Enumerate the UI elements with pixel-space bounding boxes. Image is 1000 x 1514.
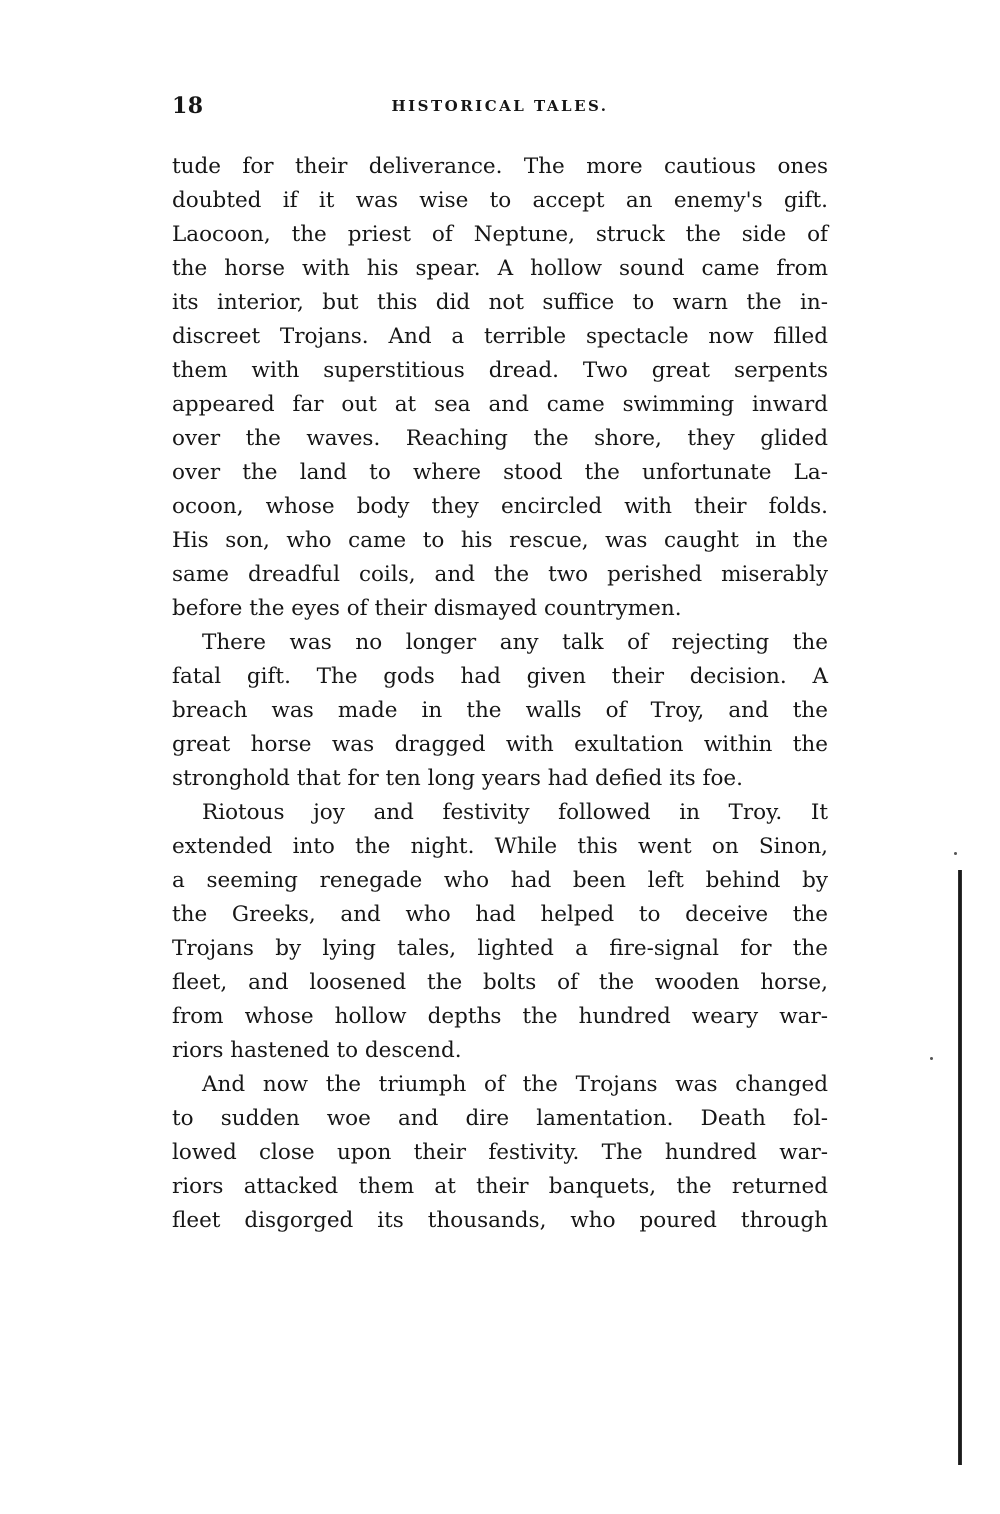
text-line: fleet disgorged its thousands, who poured through	[172, 1208, 828, 1233]
text-line: Riotous joy and festivity followed in Troy. It	[202, 800, 828, 825]
paragraph	[172, 150, 828, 626]
text-line: Trojans by lying tales, lighted a fire-signal for the	[172, 936, 828, 961]
text-line: discreet Trojans. And a terrible spectacle now filled	[172, 324, 828, 349]
text-line: great horse was dragged with exultation within the	[172, 732, 828, 757]
text-line: a seeming renegade who had been left behind by	[172, 868, 828, 893]
text-line: And now the triumph of the Trojans was changed	[202, 1072, 828, 1097]
text-line: fleet, and loosened the bolts of the wooden horse,	[172, 970, 828, 995]
text-line: breach was made in the walls of Troy, and the	[172, 698, 828, 723]
text-line: to sudden woe and dire lamentation. Death fol-	[172, 1106, 828, 1131]
text-line: its interior, but this did not suffice to warn the in-	[172, 290, 828, 315]
paragraph	[172, 626, 828, 796]
paragraph	[172, 1068, 828, 1238]
text-line: from whose hollow depths the hundred weary war-	[172, 1004, 828, 1029]
scan-speck	[954, 852, 957, 855]
text-line: appeared far out at sea and came swimming inward	[172, 392, 828, 417]
text-line: extended into the night. While this went on Sinon,	[172, 834, 828, 859]
text-line: fatal gift. The gods had given their decision. A	[172, 664, 828, 689]
text-line: same dreadful coils, and the two perished miserably	[172, 562, 828, 587]
text-line: stronghold that for ten long years had defied its foe.	[172, 766, 743, 791]
text-line: over the land to where stood the unfortunate La-	[172, 460, 828, 485]
text-line: over the waves. Reaching the shore, they glided	[172, 426, 828, 451]
text-line: before the eyes of their dismayed countrymen.	[172, 596, 682, 621]
running-head	[172, 93, 828, 133]
body-text	[172, 150, 828, 1238]
page-binding-edge	[958, 870, 962, 1465]
text-line: lowed close upon their festivity. The hundred war-	[172, 1140, 828, 1165]
text-line: His son, who came to his rescue, was caught in the	[172, 528, 828, 553]
text-line: Laocoon, the priest of Neptune, struck the side of	[172, 222, 828, 247]
text-line: riors hastened to descend.	[172, 1038, 462, 1063]
scan-speck	[930, 1057, 933, 1060]
page-number: 18	[172, 93, 204, 119]
running-title: HISTORICAL TALES.	[391, 97, 609, 115]
text-line: riors attacked them at their banquets, the returned	[172, 1174, 828, 1199]
paragraph	[172, 796, 828, 1068]
text-line: the horse with his spear. A hollow sound came from	[172, 256, 828, 281]
text-line: ocoon, whose body they encircled with their folds.	[172, 494, 828, 519]
text-line: tude for their deliverance. The more cautious ones	[172, 154, 828, 179]
text-line: them with superstitious dread. Two great serpents	[172, 358, 828, 383]
text-line: doubted if it was wise to accept an enemy's gift.	[172, 188, 828, 213]
text-line: There was no longer any talk of rejecting the	[202, 630, 828, 655]
text-line: the Greeks, and who had helped to deceive the	[172, 902, 828, 927]
